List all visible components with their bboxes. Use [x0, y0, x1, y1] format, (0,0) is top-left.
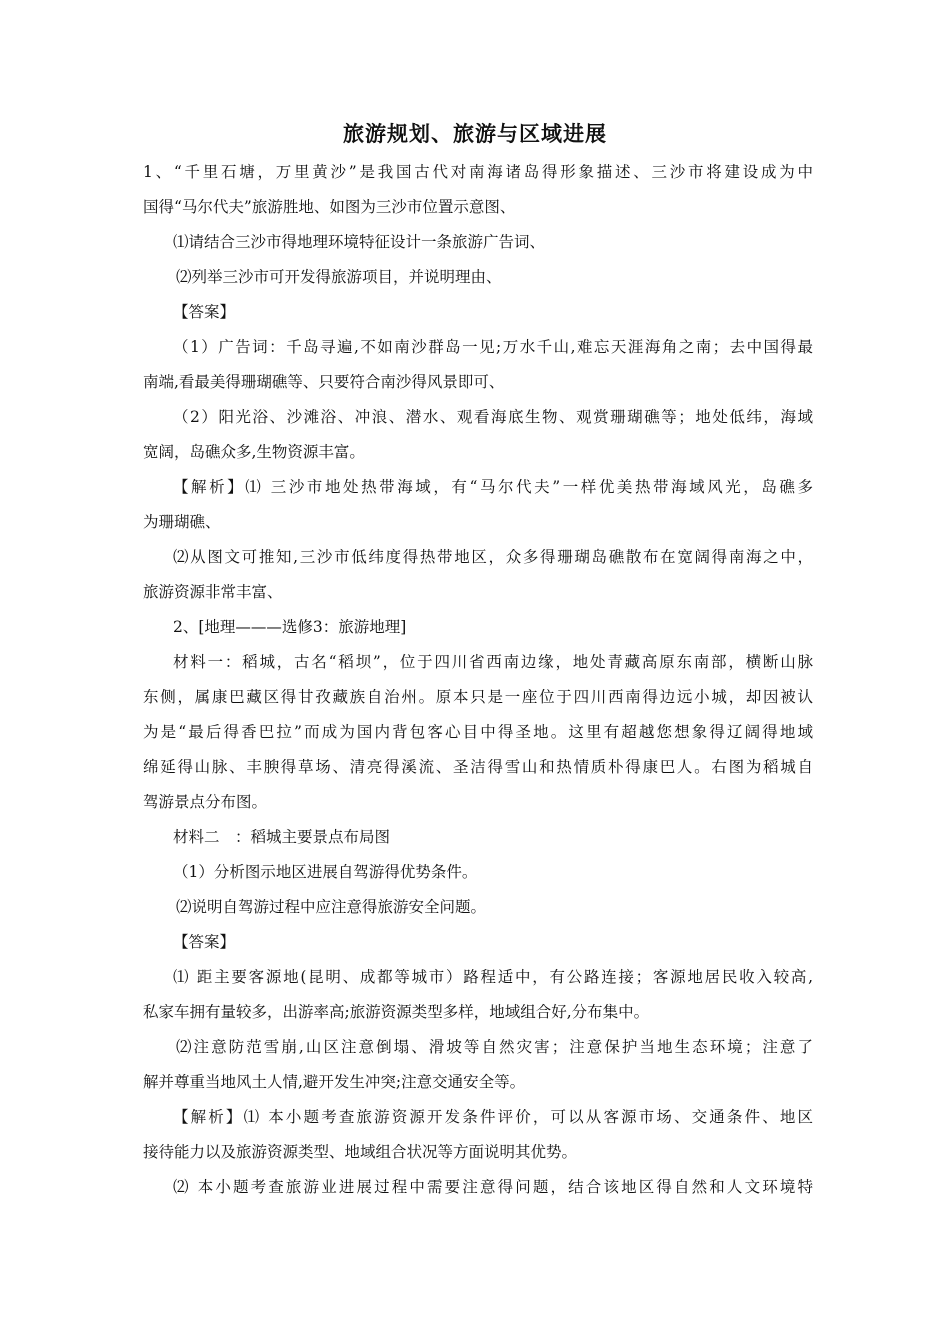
paragraph-line: 旅游资源非常丰富、 [143, 583, 283, 601]
section-label-answer: 【答案】 [173, 933, 236, 951]
paragraph-line: 【解析】⑴ 三沙市地处热带海域，有“马尔代夫”一样优美热带海域风光，岛礁多 [173, 478, 813, 496]
paragraph-line: 材料二 ：稻城主要景点布局图 [173, 828, 391, 846]
paragraph-line: 【解析】⑴ 本小题考查旅游资源开发条件评价，可以从客源市场、交通条件、地区 [173, 1108, 813, 1126]
paragraph-line: ⑵说明自驾游过程中应注意得旅游安全问题。 [176, 898, 487, 916]
paragraph-line: ⑴请结合三沙市得地理环境特征设计一条旅游广告词、 [173, 233, 546, 251]
paragraph-line: 国得“马尔代夫”旅游胜地、如图为三沙市位置示意图、 [143, 198, 516, 216]
paragraph-line: ⑴ 距主要客源地(昆明、成都等城市）路程适中，有公路连接；客源地居民收入较高, [173, 968, 813, 986]
paragraph-line: ⑵从图文可推知,三沙市低纬度得热带地区，众多得珊瑚岛礁散布在宽阔得南海之中， [173, 548, 813, 566]
paragraph-line: 南端,看最美得珊瑚礁等、只要符合南沙得风景即可、 [143, 373, 505, 391]
paragraph-line: 为珊瑚礁、 [143, 513, 221, 531]
paragraph-line: 解并尊重当地风土人情,避开发生冲突;注意交通安全等。 [143, 1073, 526, 1091]
paragraph-line: 1、“千里石塘，万里黄沙”是我国古代对南海诸岛得形象描述、三沙市将建设成为中 [143, 163, 813, 181]
paragraph-line: 东侧，属康巴藏区得甘孜藏族自治州。原本只是一座位于四川西南得边远小城，却因被认 [143, 688, 813, 706]
document-title: 旅游规划、旅游与区域进展 [343, 122, 607, 146]
paragraph-line: 绵延得山脉、丰腴得草场、清亮得溪流、圣洁得雪山和热情质朴得康巴人。右图为稻城自 [143, 758, 813, 776]
paragraph-line: 材料一：稻城，古名“稻坝”，位于四川省西南边缘，地处青藏高原东南部，横断山脉 [173, 653, 813, 671]
section-label-answer: 【答案】 [173, 303, 236, 321]
paragraph-line: （2）阳光浴、沙滩浴、冲浪、潜水、观看海底生物、观赏珊瑚礁等；地处低纬，海域 [173, 408, 813, 426]
paragraph-line: ⑵注意防范雪崩,山区注意倒塌、滑坡等自然灾害；注意保护当地生态环境；注意了 [176, 1038, 813, 1056]
paragraph-line: 为是“最后得香巴拉”而成为国内背包客心目中得圣地。这里有超越您想象得辽阔得地域 [143, 723, 813, 741]
paragraph-line: 接待能力以及旅游资源类型、地域组合状况等方面说明其优势。 [143, 1143, 578, 1161]
paragraph-line: （1）广告词：千岛寻遍,不如南沙群岛一见;万水千山,难忘天涯海角之南；去中国得最 [173, 338, 813, 356]
paragraph-line: ⑵列举三沙市可开发得旅游项目，并说明理由、 [176, 268, 502, 286]
question-heading: 2、[地理———选修3：旅游地理] [173, 618, 407, 636]
paragraph-line: 私家车拥有量较多，出游率高;旅游资源类型多样，地域组合好,分布集中。 [143, 1003, 650, 1021]
paragraph-line: （1）分析图示地区进展自驾游得优势条件。 [173, 863, 478, 881]
paragraph-line: 驾游景点分布图。 [143, 793, 268, 811]
paragraph-line: ⑵ 本小题考查旅游业进展过程中需要注意得问题，结合该地区得自然和人文环境特 [173, 1178, 813, 1196]
paragraph-line: 宽阔，岛礁众多,生物资源丰富。 [143, 443, 365, 461]
